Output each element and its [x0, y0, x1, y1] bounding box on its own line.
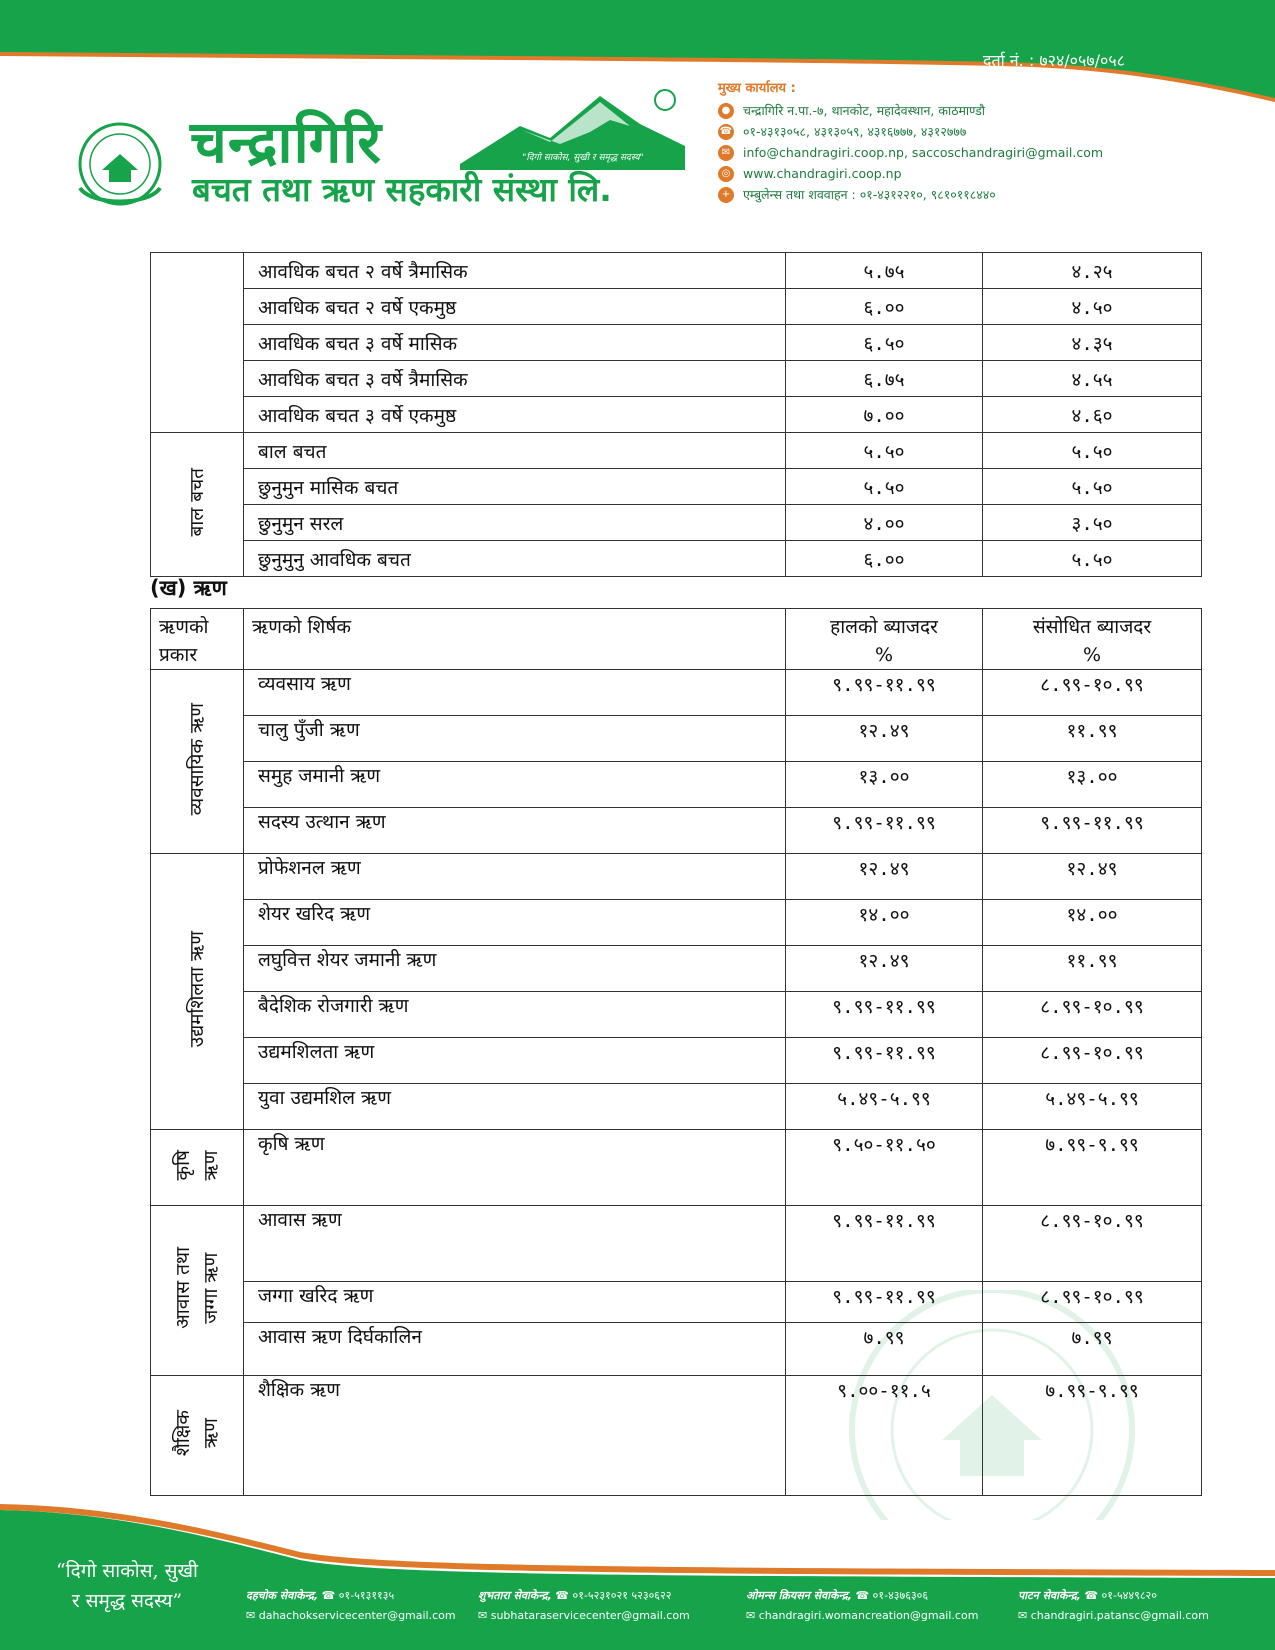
current-rate: ६.७५ — [786, 361, 983, 397]
revised-rate: ११.९९ — [983, 716, 1202, 762]
current-rate: ५.४९-५.९९ — [786, 1084, 983, 1130]
row-title: चालु पुँजी ऋण — [244, 716, 786, 762]
revised-rate: ११.९९ — [983, 946, 1202, 992]
group-label: शैक्षिक ऋण — [172, 1409, 222, 1457]
brand-tagline: "दिगो साकोस, सुखी र समृद्ध सदस्य" — [488, 150, 678, 166]
current-rate: ६.०० — [786, 541, 983, 577]
revised-rate: ७.९९-९.९९ — [983, 1376, 1202, 1496]
row-title: उद्यमशिलता ऋण — [244, 1038, 786, 1084]
group-cell — [151, 854, 244, 1130]
revised-rate: ८.९९-१०.९९ — [983, 1282, 1202, 1323]
header-revised-rate: संसोधित ब्याजदर % — [983, 609, 1202, 670]
row-title: व्यवसाय ऋण — [244, 670, 786, 716]
table-header-row — [151, 609, 1202, 670]
group-cell — [151, 670, 244, 854]
revised-rate: ७.९९ — [983, 1323, 1202, 1376]
current-rate: ९.९९-११.९९ — [786, 1282, 983, 1323]
table-row — [151, 289, 1202, 325]
revised-rate: ५.४९-५.९९ — [983, 1084, 1202, 1130]
row-title: आवधिक बचत २ वर्षे त्रैमासिक — [244, 253, 786, 289]
office-label: मुख्य कार्यालय : — [718, 81, 796, 96]
revised-rate: ८.९९-१०.९९ — [983, 1038, 1202, 1084]
revised-rate: ५.५० — [983, 541, 1202, 577]
email-row — [718, 142, 1138, 163]
branch-dahachok — [246, 1586, 456, 1626]
current-rate: १३.०० — [786, 762, 983, 808]
footer-slogan: “दिगो साकोस, सुखी र समृद्ध सदस्य” — [56, 1560, 198, 1612]
table-row — [151, 1323, 1202, 1376]
table-row — [151, 670, 1202, 716]
branch-email: chandragiri.womancreation@gmail.com — [758, 1609, 979, 1622]
brand-subtitle: बचत तथा ऋण सहकारी संस्था लि. — [192, 170, 612, 209]
row-title: छुनुमुनु आवधिक बचत — [244, 541, 786, 577]
registration-number: दर्ता नं. : ७२४/०५७/०५८ — [982, 51, 1125, 70]
revised-rate: ४.२५ — [983, 253, 1202, 289]
current-rate: ९.९९-११.९९ — [786, 808, 983, 854]
revised-rate: ४.५५ — [983, 361, 1202, 397]
current-rate: १४.०० — [786, 900, 983, 946]
revised-rate: ५.५० — [983, 469, 1202, 505]
row-title: आवधिक बचत ३ वर्षे मासिक — [244, 325, 786, 361]
branch-email: subhataraservicecenter@gmail.com — [490, 1609, 690, 1622]
current-rate: ९.९९-११.९९ — [786, 1206, 983, 1282]
group-label: व्यवसायिक ऋण — [186, 702, 208, 816]
header-current-rate: हालको ब्याजदर % — [786, 609, 983, 670]
row-title: छुनुमुन सरल — [244, 505, 786, 541]
branch-subhatara — [478, 1586, 690, 1626]
row-title: समुह जमानी ऋण — [244, 762, 786, 808]
phone-numbers: ०१-४३१३०५८, ४३१३०५९, ४३१६७७७, ४३१२७७७ — [743, 124, 967, 139]
revised-rate: ४.३५ — [983, 325, 1202, 361]
branch-email: dahachokservicecenter@gmail.com — [258, 1609, 456, 1622]
table-row — [151, 1282, 1202, 1323]
row-title: आवधिक बचत ३ वर्षे एकमुष्ठ — [244, 397, 786, 433]
group-label: बाल बचत — [186, 467, 208, 537]
branch-name: दहचोक सेवाकेन्द्र, — [246, 1589, 319, 1602]
branch-women-creation — [746, 1586, 978, 1626]
email-addresses: info@chandragiri.coop.np, saccoschandragiri@gmail.com — [743, 145, 1104, 160]
table-row — [151, 505, 1202, 541]
row-title: आवास ऋण — [244, 1206, 786, 1282]
table-row — [151, 716, 1202, 762]
email-icon: ✉ — [718, 145, 734, 161]
contact-block — [718, 78, 1138, 205]
group-label: कृषि ऋण — [172, 1149, 222, 1181]
revised-rate: ८.९९-१०.९९ — [983, 670, 1202, 716]
table-row — [151, 433, 1202, 469]
row-title: कृषि ऋण — [244, 1130, 786, 1206]
header-loan-type: ऋणको प्रकार — [151, 609, 244, 670]
ambulance-row — [718, 184, 1138, 205]
table-row — [151, 992, 1202, 1038]
row-title: लघुवित्त शेयर जमानी ऋण — [244, 946, 786, 992]
revised-rate: १४.०० — [983, 900, 1202, 946]
revised-rate: ३.५० — [983, 505, 1202, 541]
revised-rate: १२.४९ — [983, 854, 1202, 900]
row-title: शैक्षिक ऋण — [244, 1376, 786, 1496]
branch-phone: ☎ ०१-५४४९८२० — [1084, 1589, 1157, 1602]
row-title: प्रोफेशनल ऋण — [244, 854, 786, 900]
current-rate: १२.४९ — [786, 946, 983, 992]
loan-section-title: (ख) ऋण — [150, 576, 227, 600]
savings-rate-table — [150, 252, 1202, 577]
address: चन्द्रागिरि न.पा.-७, थानकोट, महादेवस्थान, काठमाण्डौ — [743, 103, 986, 118]
row-title: आवधिक बचत ३ वर्षे त्रैमासिक — [244, 361, 786, 397]
branch-patan — [1018, 1586, 1209, 1626]
ambulance-icon: + — [718, 187, 734, 203]
revised-rate: ७.९९-९.९९ — [983, 1130, 1202, 1206]
group-label: उद्यमशिलता ऋण — [186, 930, 208, 1048]
row-title: जग्गा खरिद ऋण — [244, 1282, 786, 1323]
table-row — [151, 1038, 1202, 1084]
current-rate: ५.७५ — [786, 253, 983, 289]
revised-rate: ४.५० — [983, 289, 1202, 325]
branch-phone: ☎ ०१-५२३१०२१ ५२३०६२२ — [555, 1589, 672, 1602]
table-row — [151, 1376, 1202, 1496]
row-title: छुनुमुन मासिक बचत — [244, 469, 786, 505]
mail-icon: ✉ — [246, 1609, 259, 1622]
location-pin-icon: ● — [718, 103, 734, 119]
address-row — [718, 100, 1138, 121]
table-row — [151, 808, 1202, 854]
current-rate: ६.५० — [786, 325, 983, 361]
table-row — [151, 325, 1202, 361]
ambulance-numbers: एम्बुलेन्स तथा शववाहन : ०१-४३१२२१०, ९८१०११८४४० — [743, 187, 996, 202]
current-rate: ९.९९-११.९९ — [786, 1038, 983, 1084]
current-rate: ६.०० — [786, 289, 983, 325]
revised-rate: ८.९९-१०.९९ — [983, 1206, 1202, 1282]
table-row — [151, 762, 1202, 808]
revised-rate: ५.५० — [983, 433, 1202, 469]
group-cell — [151, 1376, 244, 1496]
table-row — [151, 397, 1202, 433]
branch-phone: ☎ ०१-५१३११३५ — [321, 1589, 395, 1602]
table-row — [151, 361, 1202, 397]
row-title: शेयर खरिद ऋण — [244, 900, 786, 946]
table-row — [151, 900, 1202, 946]
revised-rate: ९.९९-११.९९ — [983, 808, 1202, 854]
pan-number: पान नं. : ३०११५२८०४ — [993, 73, 1125, 92]
revised-rate: ८.९९-१०.९९ — [983, 992, 1202, 1038]
row-title: युवा उद्यमशिल ऋण — [244, 1084, 786, 1130]
website: www.chandragiri.coop.np — [743, 166, 902, 181]
mail-icon: ✉ — [1018, 1609, 1031, 1622]
current-rate: ७.०० — [786, 397, 983, 433]
branch-phone: ☎ ०१-४३७६३०६ — [855, 1589, 929, 1602]
row-title: आवास ऋण दिर्घकालिन — [244, 1323, 786, 1376]
current-rate: ५.५० — [786, 433, 983, 469]
current-rate: ९.९९-११.९९ — [786, 670, 983, 716]
mail-icon: ✉ — [478, 1609, 491, 1622]
globe-icon: ◎ — [718, 166, 734, 182]
row-title: आवधिक बचत २ वर्षे एकमुष्ठ — [244, 289, 786, 325]
brand-name: चन्द्रागिरि — [190, 108, 382, 176]
loan-rate-table — [150, 608, 1202, 1496]
table-row — [151, 469, 1202, 505]
row-title: बाल बचत — [244, 433, 786, 469]
current-rate: १२.४९ — [786, 716, 983, 762]
row-title: सदस्य उत्थान ऋण — [244, 808, 786, 854]
table-row — [151, 854, 1202, 900]
website-row — [718, 163, 1138, 184]
revised-rate: १३.०० — [983, 762, 1202, 808]
row-title: बैदेशिक रोजगारी ऋण — [244, 992, 786, 1038]
phone-icon: ☎ — [718, 124, 734, 140]
cooperative-emblem-icon — [72, 118, 168, 214]
group-cell — [151, 433, 244, 577]
revised-rate: ४.६० — [983, 397, 1202, 433]
current-rate: ९.००-११.५ — [786, 1376, 983, 1496]
current-rate: १२.४९ — [786, 854, 983, 900]
table-row — [151, 946, 1202, 992]
current-rate: ४.०० — [786, 505, 983, 541]
mail-icon: ✉ — [746, 1609, 759, 1622]
header-loan-title: ऋणको शिर्षक — [244, 609, 786, 670]
table-row — [151, 253, 1202, 289]
group-cell — [151, 1130, 244, 1206]
group-cell — [151, 1206, 244, 1376]
current-rate: ७.९९ — [786, 1323, 983, 1376]
table-row — [151, 1130, 1202, 1206]
group-label: आवास तथा जग्गा ऋण — [172, 1247, 222, 1329]
table-row — [151, 1084, 1202, 1130]
branch-name: शुभतारा सेवाकेन्द्र, — [478, 1589, 552, 1602]
branch-name: ओमन्स क्रियसन सेवाकेन्द्र, — [746, 1589, 852, 1602]
current-rate: ९.५०-११.५० — [786, 1130, 983, 1206]
current-rate: ९.९९-११.९९ — [786, 992, 983, 1038]
current-rate: ५.५० — [786, 469, 983, 505]
branch-email: chandragiri.patansc@gmail.com — [1030, 1609, 1209, 1622]
group-cell — [151, 253, 244, 433]
branch-name: पाटन सेवाकेन्द्र, — [1018, 1589, 1081, 1602]
table-row — [151, 1206, 1202, 1282]
table-row — [151, 541, 1202, 577]
phone-row — [718, 121, 1138, 142]
